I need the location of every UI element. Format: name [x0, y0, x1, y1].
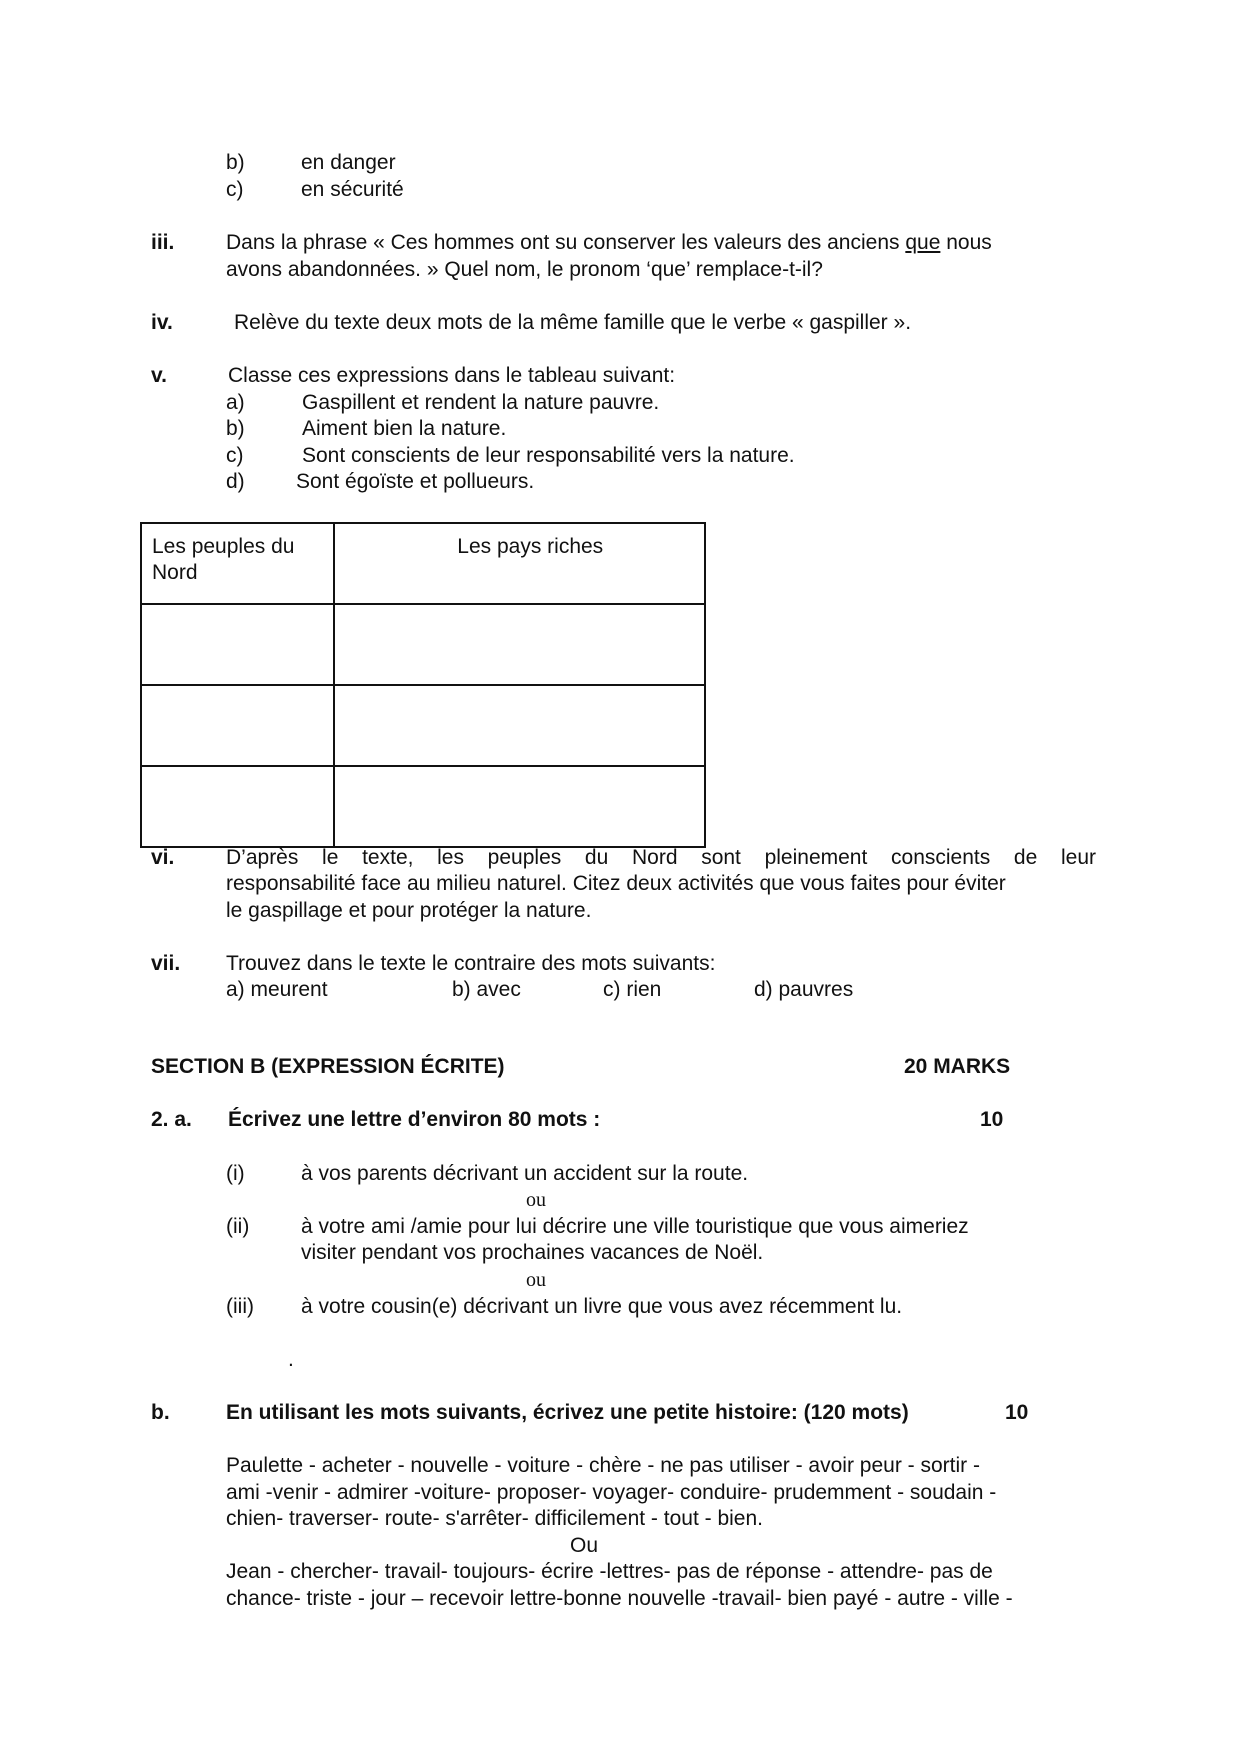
- option-label: (ii): [226, 1215, 250, 1238]
- question-text-line: responsabilité face au milieu naturel. Citez deux activités que vous faites pour éviter: [226, 872, 1006, 895]
- table-cell: [334, 604, 705, 685]
- question-text: Classe ces expressions dans le tableau suivant:: [228, 364, 676, 387]
- option-text: à votre cousin(e) décrivant un livre que vous avez récemment lu.: [301, 1295, 903, 1318]
- question-number: 2. a.: [151, 1108, 192, 1131]
- question-text-line: avons abandonnées. » Quel nom, le pronom ‘que’ remplace-t-il?: [226, 258, 823, 281]
- question-number: b.: [151, 1401, 170, 1424]
- question-marks: 10: [980, 1108, 1004, 1131]
- item-text: Sont égoïste et pollueurs.: [296, 470, 535, 493]
- option-text: a) meurent: [226, 978, 328, 1001]
- option-text: en danger: [301, 151, 396, 174]
- classification-table: [140, 522, 706, 848]
- option-text: b) avec: [452, 978, 521, 1001]
- question-title: Écrivez une lettre d’environ 80 mots :: [228, 1108, 601, 1131]
- option-label: c): [226, 178, 244, 201]
- table-cell: [141, 604, 334, 685]
- table-cell: [334, 766, 705, 847]
- question-text-part: Dans la phrase « Ces hommes ont su conserver les valeurs des anciens: [226, 231, 906, 254]
- table-header-cell: Les pays riches: [334, 523, 705, 604]
- or-separator: ou: [526, 1269, 546, 1291]
- question-number: iv.: [151, 311, 173, 334]
- option-text: à votre ami /amie pour lui décrire une ville touristique que vous aimeriez: [301, 1215, 969, 1238]
- table-row: [141, 685, 705, 766]
- item-label: d): [226, 470, 245, 493]
- item-label: a): [226, 391, 245, 414]
- stray-dot: .: [288, 1348, 294, 1371]
- table-cell: [334, 685, 705, 766]
- question-number: vi.: [151, 846, 175, 869]
- table-cell: [141, 766, 334, 847]
- question-text-part: nous: [940, 231, 992, 254]
- item-label: b): [226, 417, 245, 440]
- word-list-line: chance- triste - jour – recevoir lettre-bonne nouvelle -travail- bien payé - autre - ville -: [226, 1587, 1013, 1610]
- underlined-word: que: [905, 231, 941, 254]
- or-separator: Ou: [570, 1534, 599, 1557]
- question-text-line: D’après le texte, les peuples du Nord sont pleinement conscients de leur: [226, 846, 1096, 869]
- item-text: Sont conscients de leur responsabilité vers la nature.: [302, 444, 795, 467]
- option-label: (iii): [226, 1295, 254, 1318]
- or-separator: ou: [526, 1189, 546, 1211]
- word-list-line: Paulette - acheter - nouvelle - voiture - chère - ne pas utiliser - avoir peur - sortir -: [226, 1454, 980, 1477]
- option-text: d) pauvres: [754, 978, 854, 1001]
- section-title: SECTION B (EXPRESSION ÉCRITE): [151, 1055, 505, 1078]
- section-marks: 20 MARKS: [904, 1055, 1011, 1078]
- question-title: En utilisant les mots suivants, écrivez une petite histoire: (120 mots): [226, 1401, 909, 1424]
- option-label: b): [226, 151, 245, 174]
- table-cell: [141, 685, 334, 766]
- option-text: c) rien: [603, 978, 662, 1001]
- question-marks: 10: [1005, 1401, 1029, 1424]
- question-text-line: le gaspillage et pour protéger la nature.: [226, 899, 592, 922]
- word-list-line: chien- traverser- route- s'arrêter- difficilement - tout - bien.: [226, 1507, 763, 1530]
- word-list-line: ami -venir - admirer -voiture- proposer- voyager- conduire- prudemment - soudain -: [226, 1481, 997, 1504]
- option-text: en sécurité: [301, 178, 404, 201]
- option-text: à vos parents décrivant un accident sur la route.: [301, 1162, 749, 1185]
- table-row: [141, 604, 705, 685]
- question-number: vii.: [151, 952, 181, 975]
- question-number: iii.: [151, 231, 175, 254]
- item-text: Aiment bien la nature.: [302, 417, 507, 440]
- question-text: Trouvez dans le texte le contraire des mots suivants:: [226, 952, 716, 975]
- item-label: c): [226, 444, 244, 467]
- option-text: visiter pendant vos prochaines vacances de Noël.: [301, 1241, 764, 1264]
- table-header-cell: Les peuples du Nord: [141, 523, 334, 604]
- table-row: [141, 766, 705, 847]
- question-text: [226, 230, 992, 256]
- table-header-row: [141, 523, 705, 604]
- question-number: v.: [151, 364, 167, 387]
- question-text: Relève du texte deux mots de la même famille que le verbe « gaspiller ».: [234, 311, 912, 334]
- word-list-line: Jean - chercher- travail- toujours- écrire -lettres- pas de réponse - attendre- pas de: [226, 1560, 993, 1583]
- option-label: (i): [226, 1162, 245, 1185]
- item-text: Gaspillent et rendent la nature pauvre.: [302, 391, 660, 414]
